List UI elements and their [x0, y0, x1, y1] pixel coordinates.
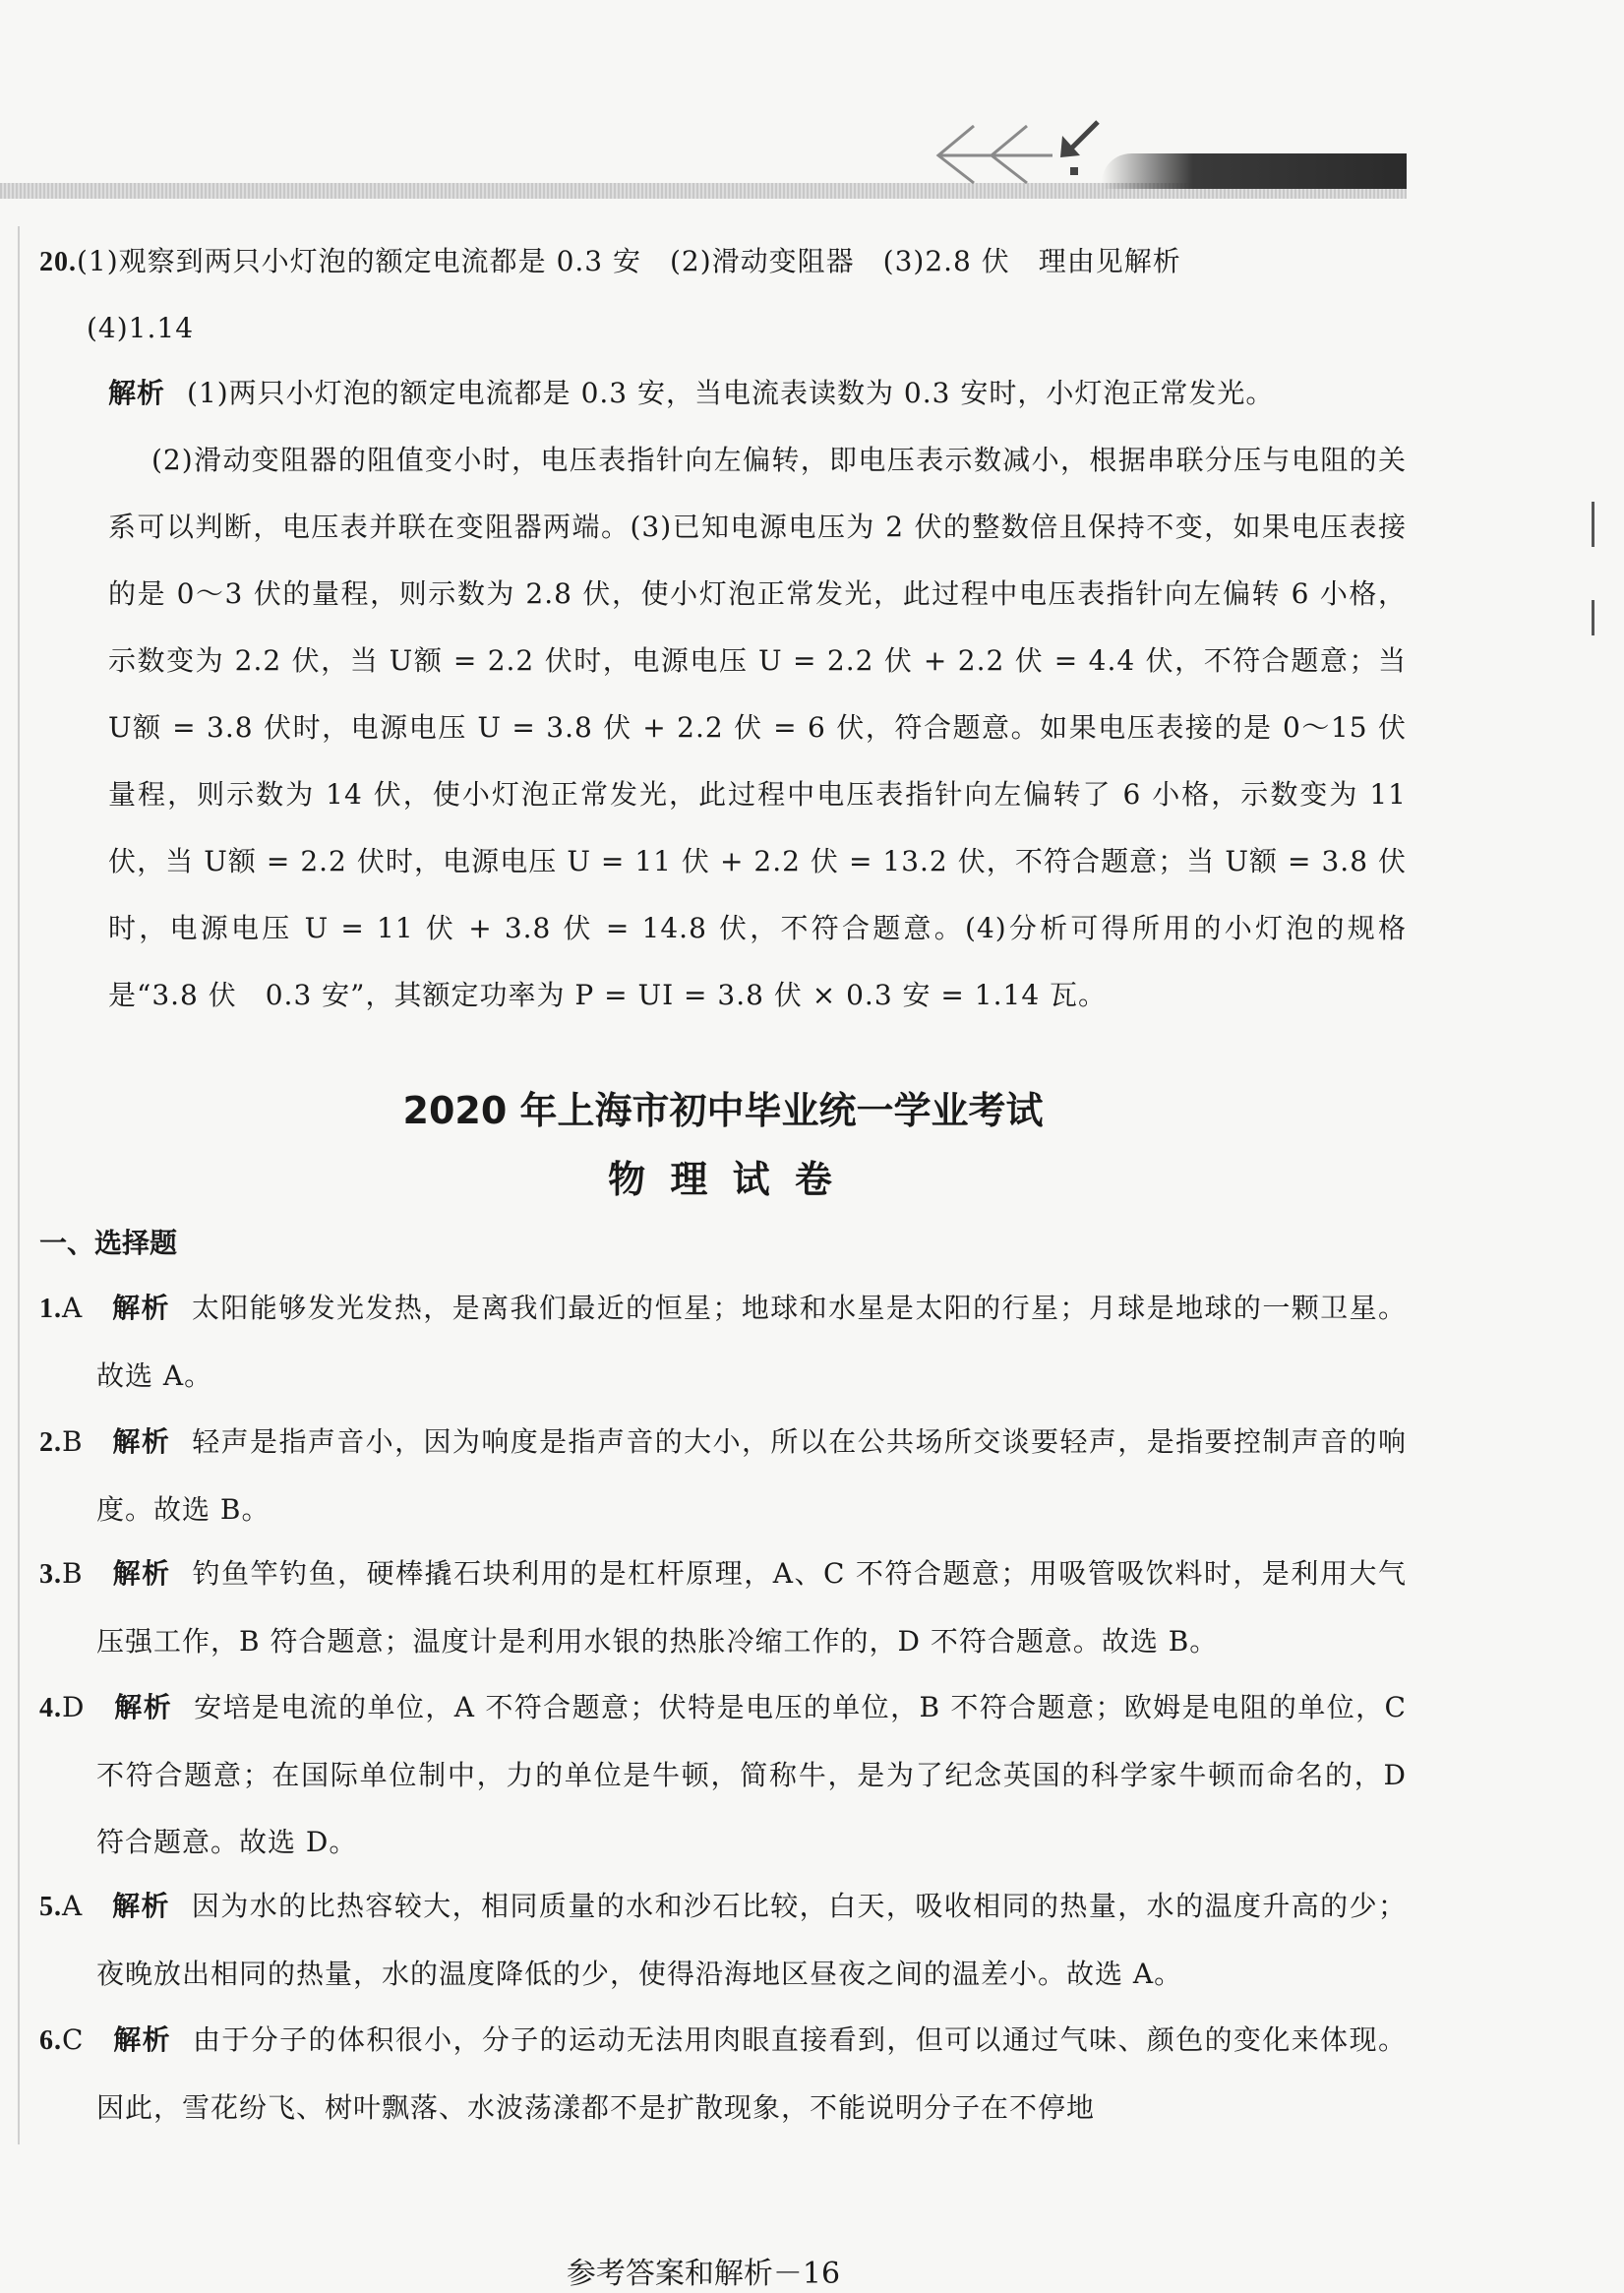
section-heading: 一、选择题: [39, 1227, 178, 1259]
question-number: 6.: [39, 2025, 62, 2056]
analysis-text: 安培是电流的单位，A 不符合题意；伏特是电压的单位，B 不符合题意；欧姆是电阻的单位，C 不符合题意；在国际单位制中，力的单位是牛顿，简称牛，是为了纪念英国的科学家牛顿而命名的，D 符合题意。故选 D。: [96, 1691, 1407, 1858]
q20-analysis-1: [39, 360, 1407, 427]
q20-answer-cont: [39, 295, 1407, 362]
analysis-label: 解析: [108, 377, 166, 409]
question-number: 3.: [39, 1559, 62, 1590]
q20-answer: [39, 228, 1407, 296]
question-answer: B: [62, 1425, 84, 1458]
question-answer: C: [62, 2023, 85, 2056]
question-item: [39, 1409, 1407, 1543]
question-number: 4.: [39, 1693, 62, 1723]
analysis-label: 解析: [112, 1557, 171, 1590]
question-answer: A: [62, 1292, 84, 1324]
page-footer: 参考答案和解析－16: [566, 2257, 841, 2291]
analysis-text: 因为水的比热容较大，相同质量的水和沙石比较，白天，吸收相同的热量，水的温度升高的少；夜晚放出相同的热量，水的温度降低的少，使得沿海地区昼夜之间的温差小。故选 A。: [96, 1890, 1407, 1990]
scan-mark: [1592, 600, 1594, 635]
analysis-text: 太阳能够发光发热，是离我们最近的恒星；地球和水星是太阳的行星；月球是地球的一颗卫星。故选 A。: [96, 1292, 1407, 1392]
analysis-text: 轻声是指声音小，因为响度是指声音的大小，所以在公共场所交谈要轻声，是指要控制声音的响度。故选 B。: [96, 1425, 1407, 1526]
analysis-label: 解析: [112, 1890, 170, 1922]
exam-title: 2020 年上海市初中毕业统一学业考试: [402, 1089, 1044, 1132]
question-answer: A: [62, 1890, 84, 1922]
analysis-label: 解析: [112, 1292, 170, 1324]
scan-mark: [1592, 502, 1594, 547]
analysis-text: (2)滑动变阻器的阻值变小时，电压表指针向左偏转，即电压表示数减小，根据串联分压与电阻的关系可以判断，电压表并联在变阻器两端。(3)已知电源电压为 2 伏的整数倍且保持不变，如果电压表接的是 0～3 伏的量程，则示数为 2.8 伏，使小灯泡正常发光，此过程中电压表指针向左偏转 6 小格，示数变为 2.2 伏，当 U额 = 2.2 伏时，电源电压 U = 2.2 伏 + 2.2 伏 = 4.4 伏，不符合题意；当 U额 = 3.8 伏时，电源电压 U = 3.8 伏 + 2.2 伏 = 6 伏，符合题意。如果电压表接的是 0～15 伏量程，则示数为 14 伏，使小灯泡正常发光，此过程中电压表指针向左偏转了 6 小格，示数变为 11 伏，当 U额 = 2.2 伏时，电源电压 U = 11 伏 + 2.2 伏 = 13.2 伏，不符合题意；当 U额 = 3.8 伏时，电源电压 U = 11 伏 + 3.8 伏 = 14.8 伏，不符合题意。(4)分析可得所用的小灯泡的规格是“3.8 伏 0.3 安”，其额定功率为 P = UI = 3.8 伏 × 0.3 安 = 1.14 瓦。: [108, 444, 1407, 1011]
q20-answer-line2: (4)1.14: [87, 312, 195, 344]
q20-analysis-2: [39, 427, 1407, 1029]
analysis-label: 解析: [112, 1425, 171, 1458]
question-answer: D: [62, 1691, 86, 1723]
question-number: 20.: [39, 247, 77, 277]
question-item: [39, 1275, 1407, 1410]
question-number: 1.: [39, 1294, 62, 1324]
question-answer: B: [62, 1557, 84, 1590]
question-item: [39, 1540, 1407, 1675]
question-item: [39, 1674, 1407, 1876]
analysis-text: 钓鱼竿钓鱼，硬棒撬石块利用的是杠杆原理，A、C 不符合题意；用吸管吸饮料时，是利用大气压强工作，B 符合题意；温度计是利用水银的热胀冷缩工作的，D 不符合题意。故选 B。: [96, 1557, 1407, 1658]
analysis-label: 解析: [114, 1691, 173, 1723]
question-item: [39, 1873, 1407, 2008]
analysis-label: 解析: [113, 2023, 171, 2056]
q20-answer-line1: (1)观察到两只小灯泡的额定电流都是 0.3 安 (2)滑动变阻器 (3)2.8 伏 理由见解析: [77, 245, 1181, 277]
analysis-text: (1)两只小灯泡的额定电流都是 0.3 安，当电流表读数为 0.3 安时，小灯泡正常发光。: [187, 377, 1275, 409]
header-band: [1102, 153, 1407, 189]
exam-subtitle: 物 理 试 卷: [608, 1158, 838, 1201]
question-item: [39, 2007, 1407, 2142]
question-number: 5.: [39, 1892, 62, 1922]
arrows-icon: [905, 108, 1121, 187]
question-number: 2.: [39, 1427, 62, 1458]
margin-rule: [18, 226, 20, 2144]
analysis-text: 由于分子的体积很小，分子的运动无法用肉眼直接看到，但可以通过气味、颜色的变化来体现。因此，雪花纷飞、树叶飘落、水波荡漾都不是扩散现象，不能说明分子在不停地: [96, 2023, 1407, 2124]
